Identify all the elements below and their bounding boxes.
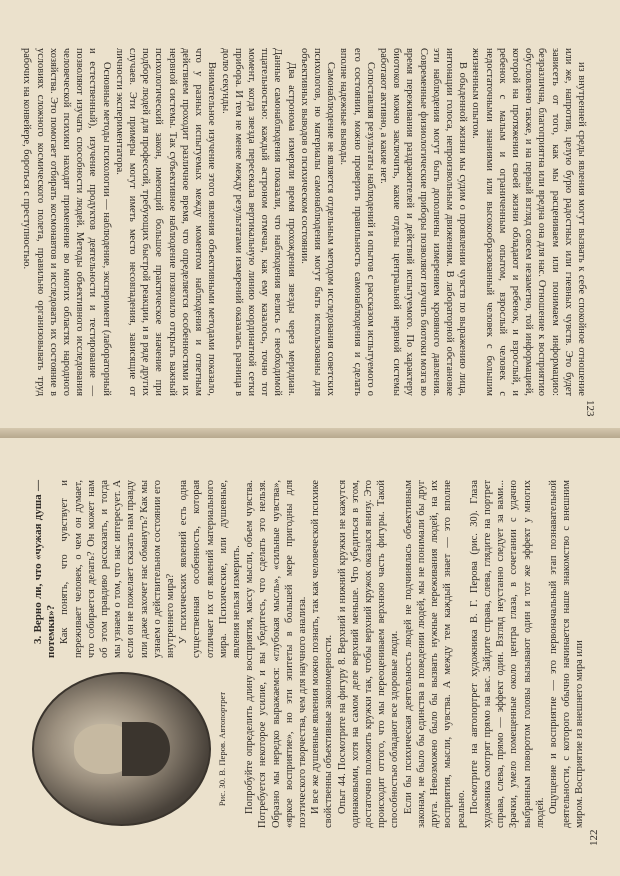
paragraph: Опыт 44. Посмотрите на фигуру 8. Верхний и нижний кружки не кажутся одинаковыми, хотя на самом деле верхний меньше. Что убедиться в этом, достаточно положить кружки так, чтобы верхний кружок оказался внизу. Это происходит оттого, что мы переоцениваем верхнюю часть фигуры. Такой способностью обладают все здоровые люди. [336, 480, 401, 828]
page-number: 122 [588, 829, 600, 846]
text-column [20, 48, 588, 396]
paragraph: Самонаблюдение не является отдельным методом исследования советских психологов, но материалы самонаблюдения могут быть использованы для объективных выводов о психическом состоянии. [298, 48, 337, 396]
paragraph: Внимательное изучение этого явления объективными методами показало, что у разных испытуемых между моментом наблюдения и ответным действием проходит различное время, что определяется особенностями их нервной системы. Так субъективное наблюдение позволило открыть важный психологический закон, имеющий большое практическое значение при подборе людей для профессий, требующих быстрой реакции, и в ряде других случаев. Эти примеры могут иметь место несовпадения, зависящие от личности экспериментатора. [113, 48, 218, 396]
portrait-figure [32, 670, 228, 828]
paragraph: В обыденной жизни мы судим о проявлении чувств по выражению лица, интонации голоса, непроизвольным движениям. В лабораторной обстановке эти наблюдения могут быть дополнены измерением кровяного давления. Современные физиологические приборы позволяют изучить биотоки мозга во время переживания раздражителей и действий испытуемого. По характеру биотоков можно заключить, какие отделы центральной нервной системы работают активно, а какие нет. [377, 48, 469, 396]
paragraph: Основные методы психологии — наблюдение, эксперимент (лабораторный и естественный), изучение продуктов деятельности и тестирование — позволяют изучать способности людей. Методы объективного исследования человеческой психики находят применение во многих областях народного хозяйства. Это помогает отбирать космонавтов и исследовать их состояние в условиях сложного космического полета, правильно организовывать труд рабочих на конвейере, бороться с преступностью. [21, 48, 112, 396]
paragraph: Попробуйте определить длину восприятия, массу мысли, объем чувства. Потребуется некоторое усилие, и вы убедитесь, что сделать это нельзя. Образно мы нередко выражаемся: «глубокая мысль», «сильные чувства», «яркое восприятие», но эти эпитеты в большей мере пригодны для поэтического творчества, чем для научного анализа. [244, 480, 309, 828]
paragraph: Посмотрите на автопортрет художника В. Г. Перова (рис. 30). Глаза художника смотрят прямо на вас. Зайдите справа, слева, глядите на портрет справа, слева, прямо — эффект один. Взгляд неустанно следует за вами... Зрачки, умело помещенные около центра глаза, в сочетании с удачно выбранным поворотом головы вызывают один и тот же эффект у многих людей. [468, 480, 546, 828]
section-heading: 3. Верно ли, что «чужая душа — потемки»? [32, 480, 58, 658]
paragraph: У психических явлений есть одна существенная особенность, которая отличает их от явлений материального мира. Психические, или душевные, явления нельзя измерить. [178, 480, 243, 658]
paragraph: Ощущение и восприятие — это первоначальный этап познавательной деятельности, с которого обычно начинается наше знакомство с внешним миром. Восприятие из внешнего мира или [547, 480, 586, 828]
paragraph: Два астронома измеряли время прохождения звезды через меридиан. Данные самонаблюдения показали, что наблюдения велись с необходимой тщательностью: каждый астроном отмечал, как ему казалось, точно тот момент, когда звезда пересекала вертикальную линию координатной сетки прибора. И тем не менее между результатами измерений оказалась разница в долю секунды. [219, 48, 297, 396]
paragraph: И все же душевные явления можно познать, так как человеческой психике свойственны объективные закономерности. [310, 480, 335, 828]
portrait-image [32, 672, 211, 826]
figure-caption: Рис. 30. В. Перов. Автопортрет [217, 691, 227, 807]
paragraph: Если бы психическая деятельность людей не подчинялась объективным законам, не было бы единства в поведении людей, мы не понимали бы друг друга. Невозможно было бы вызвать нужные переживания людей, на их восприятия, мысли, чувства. А между тем каждый знает — это вполне реально. [402, 480, 467, 828]
page-number: 123 [584, 400, 596, 417]
page-122 [0, 438, 620, 876]
paragraph: Как понять, что чувствует и переживает человек, о чем он думает, что собирается делать? Он может нам об этом правдиво рассказать, и тогда мы узнаем о том, что нас интересует. А если он не пожелает сказать нам правду или даже захочет нас обмануть? Как мы узнаем о действительном состоянии его внутреннего мира? [59, 480, 177, 658]
paragraph: из внутренней среды явления могут вызвать к себе спокойное отношение или же, напротив, целую бурю радостных или гневных чувств. Это будет зависеть от того, как мы расцениваем или понимаем информацию: безразлична, благоприятна или вредна она для нас. Отношение к восприятию обусловлено также, и на первый взгляд совсем незаметно, той информацией, которой на протяжении своей жизни обладают и ребенок, и взрослый, и ребенок с малым и ограниченным опытом, взрослый человек с недостаточными знаниями или высокообразованный человек с большим жизненным опытом. [470, 48, 587, 396]
paragraph: Сопоставляя результаты наблюдений и опытов с рассказом испытуемого о его состоянии, можно проверить правильность самонаблюдения и сделать вполне надежные выводы. [338, 48, 376, 396]
text-column [32, 480, 587, 828]
